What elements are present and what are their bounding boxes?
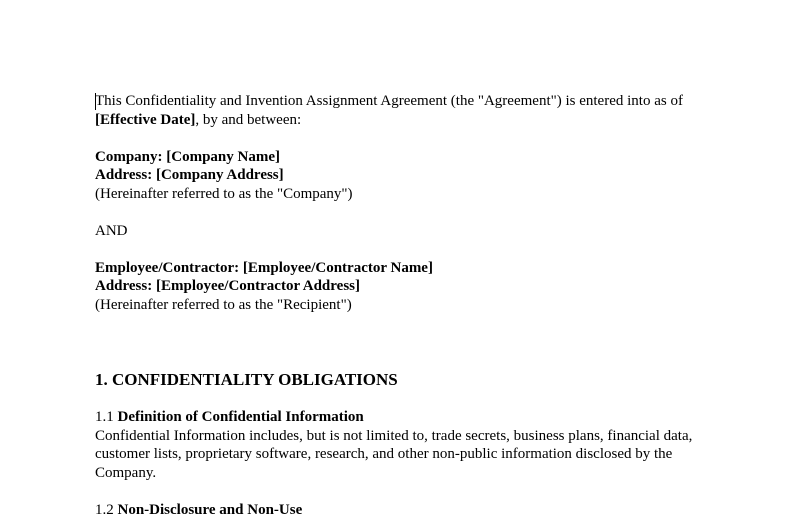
section-spacer [95,314,705,370]
subsection-1-1-body: Confidential Information includes, but is not limited to, trade secrets, business plans, financial data, customer lists, proprietary software, research, and other non-public information disclosed by the Company. [95,427,693,481]
blank-line [95,129,705,148]
company-address-line: Address: [Company Address] [95,167,284,183]
intro-text-end: , by and between: [195,111,302,128]
recipient-address-line: Address: [Employee/Contractor Address] [95,278,360,294]
company-name-line: Company: [Company Name] [95,148,280,165]
company-referred-line: (Hereinafter referred to as the "Company") [95,185,353,202]
subsection-number: 1.2 [95,501,118,516]
blank-line [95,203,705,222]
blank-line [95,482,705,501]
subsection-number: 1.1 [95,409,118,425]
subsection-1-2-title [95,501,705,516]
effective-date-placeholder: [Effective Date] [95,111,196,128]
document-body[interactable] [95,92,705,516]
recipient-name-line: Employee/Contractor: [Employee/Contractor Name] [95,259,433,276]
and-label: AND [95,222,128,239]
subsection-title: Definition of Confidential Information [117,409,364,425]
section-heading: 1. CONFIDENTIALITY OBLIGATIONS [95,370,398,389]
blank-line [95,390,705,408]
intro-paragraph [95,92,705,129]
subsection-title: Non-Disclosure and Non-Use [117,501,303,516]
blank-line [95,240,705,259]
intro-text: This Confidentiality and Invention Assignment Agreement (the "Agreement") is entered into as of [95,93,683,109]
recipient-referred-line: (Hereinafter referred to as the "Recipient") [95,296,352,313]
subsection-1-1-title [95,408,705,427]
